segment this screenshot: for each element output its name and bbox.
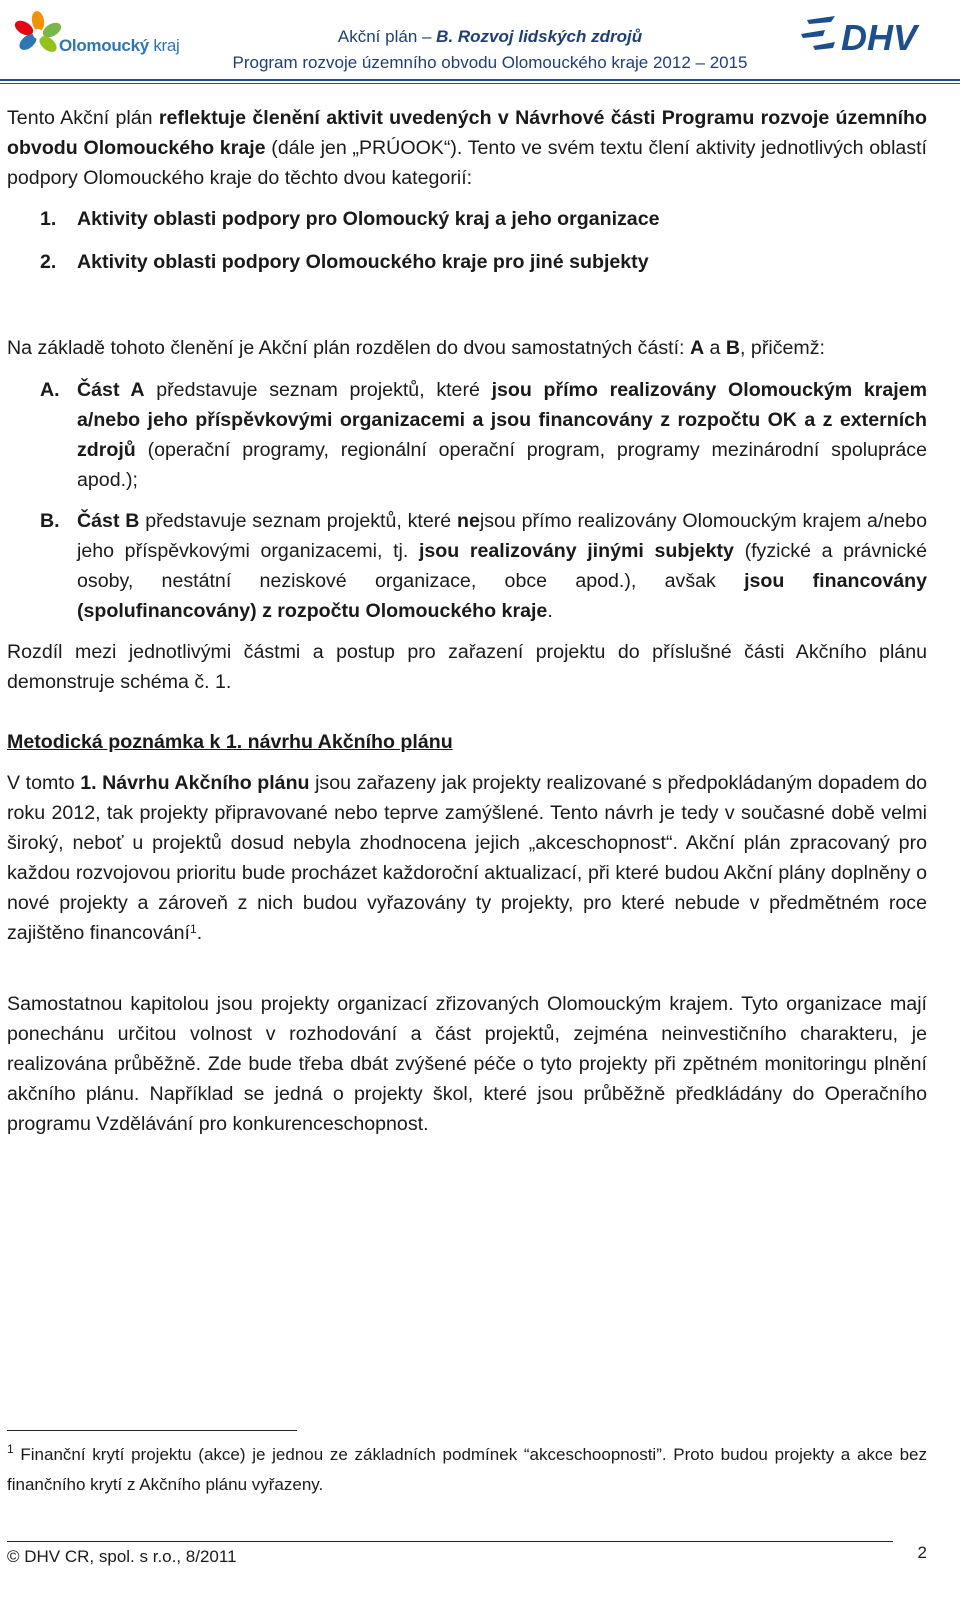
part-a-text-1: představuje seznam projektů, které <box>144 379 492 401</box>
footnote-separator <box>7 1430 297 1431</box>
list-number: 2. <box>40 251 57 273</box>
difference-paragraph: Rozdíl mezi jednotlivými částmi a postup pro zařazení projektu do příslušné části Akčního plánu demonstruje schéma č. 1. <box>7 641 927 693</box>
part-b-text-2: jsou přímo realizovány Olomouckým krajem a/nebo jeho příspěvkovými organizacemi, tj. <box>77 510 927 562</box>
part-b-label: B. <box>40 510 60 532</box>
part-b-text-1: představuje seznam projektů, které <box>139 510 457 532</box>
method-text-3: . <box>196 922 203 944</box>
part-b-bold-2: ne <box>456 510 480 532</box>
footnote-text: Finanční krytí projektu (akce) je jednou ze základních podmínek “akceschoopnosti”. Proto budou projekty a akce bez finančního krytí z Akčního plánu vyřazeny. <box>7 1445 927 1494</box>
footer-copyright: © DHV CR, spol. s r.o., 8/2011 <box>7 1547 237 1566</box>
intro-text-1: Tento Akční plán <box>7 107 159 129</box>
method-heading: Metodická poznámka k 1. návrhu Akčního plánu <box>7 731 453 753</box>
header-title-emph: B. Rozvoj lidských zdrojů <box>436 27 643 46</box>
part-a-label: A. <box>40 379 60 401</box>
part-a-text-2: (operační programy, regionální operační program, programy mezinárodní spolupráce apod.); <box>77 439 927 491</box>
footnote <box>7 1440 927 1500</box>
split-part-a: A <box>689 337 705 359</box>
part-a-bold-2: jsou přímo realizovány Olomouckým krajem a/nebo jeho příspěvkovými organizacemi a jsou financovány z rozpočtu OK a z externích zdrojů <box>77 379 927 461</box>
dhv-logo-icon <box>795 12 935 58</box>
intro-bold-1: reflektuje členění aktivit uvedených v Návrhové části Programu rozvoje územního obvodu Olomouckého kraje <box>7 107 927 159</box>
part-b-text-4: . <box>547 600 553 622</box>
document-header-title <box>180 24 800 76</box>
organizations-paragraph: Samostatnou kapitolou jsou projekty organizací zřizovaných Olomouckým krajem. Tyto organizace mají ponechánu určitou volnost v rozhodování a část projektů, zejména neinvestičního charakteru, je realizována průběžně. Zde bude třeba dbát zvýšené péče o tyto projekty při zpětném monitoringu plnění akčního plánu. Například se jedná o projekty škol, které jsou průběžně předkládány do Operačního programu Vzdělávání pro konkurenceschopnost. <box>7 993 927 1135</box>
part-a-item <box>40 375 927 495</box>
dhv-logo-text: DHV <box>841 17 918 58</box>
logo-name-bold: Olomoucký <box>59 36 149 55</box>
intro-text-2: (dále jen „PRÚOOK“). Tento ve svém textu člení aktivity jednotlivých oblastí podpory Olomouckého kraje do těchto dvou kategorií: <box>7 137 928 189</box>
split-part-b: B <box>725 337 741 359</box>
header-rule <box>0 79 960 81</box>
logo-name-thin: kraj <box>153 36 180 55</box>
method-text-2: jsou zařazeny jak projekty realizované s předpokládaným dopadem do roku 2012, tak projekty připravované nebo teprve zamýšlené. Tento návrh je tedy v současné době velmi široký, neboť u projektů dosud nebyla zhodnocena jejich „akceschopnost“. Akční plán zpracovaný pro každou rozvojovou prioritu bude procházet každoroční aktualizací, při které budou Akční plány doplněny o nové projekty a zároveň z nich budou vyřazovány ty projekty, pro které nebude v předmětném roce zajištěno financování <box>7 772 927 944</box>
method-paragraph <box>7 768 927 948</box>
header-title-prefix: Akční plán – <box>337 27 437 46</box>
list-label: Aktivity oblasti podpory pro Olomoucký kraj a jeho organizace <box>77 208 660 230</box>
list-item <box>40 198 920 241</box>
list-label: Aktivity oblasti podpory Olomouckého kraje pro jiné subjekty <box>77 251 649 273</box>
list-item <box>40 241 920 284</box>
footer-rule <box>7 1541 893 1542</box>
list-number: 1. <box>40 208 57 230</box>
part-b-bold-1: Část B <box>77 510 140 532</box>
page-number: 2 <box>917 1543 927 1562</box>
part-b-item <box>40 506 927 626</box>
part-b-text-3: (fyzické a právnické osoby, nestátní neziskové organizace, obce apod.), avšak <box>77 540 927 592</box>
intro-paragraph <box>7 103 927 193</box>
split-paragraph <box>7 333 927 363</box>
footnote-mark: 1 <box>7 1442 14 1456</box>
header-rule-thin <box>0 83 960 84</box>
olomoucky-kraj-logo <box>10 8 180 58</box>
footnote-reference[interactable]: 1 <box>190 922 197 936</box>
method-bold-1: 1. Návrhu Akčního plánu <box>80 772 310 794</box>
split-text-3: , přičemž: <box>740 337 825 359</box>
dhv-logo <box>795 12 935 58</box>
method-text-1: V tomto <box>7 772 81 794</box>
part-b-bold-3: jsou realizovány jinými subjekty <box>418 540 734 562</box>
category-list <box>40 198 920 284</box>
part-a-bold-1: Část A <box>77 379 145 401</box>
split-text-1: Na základě tohoto členění je Akční plán rozdělen do dvou samostatných částí: <box>7 337 690 359</box>
part-b-bold-4: jsou financovány (spolufinancovány) z rozpočtu Olomouckého kraje <box>77 570 927 622</box>
split-text-2: a <box>704 337 726 359</box>
header-subtitle: Program rozvoje územního obvodu Olomouckého kraje 2012 – 2015 <box>232 53 748 72</box>
